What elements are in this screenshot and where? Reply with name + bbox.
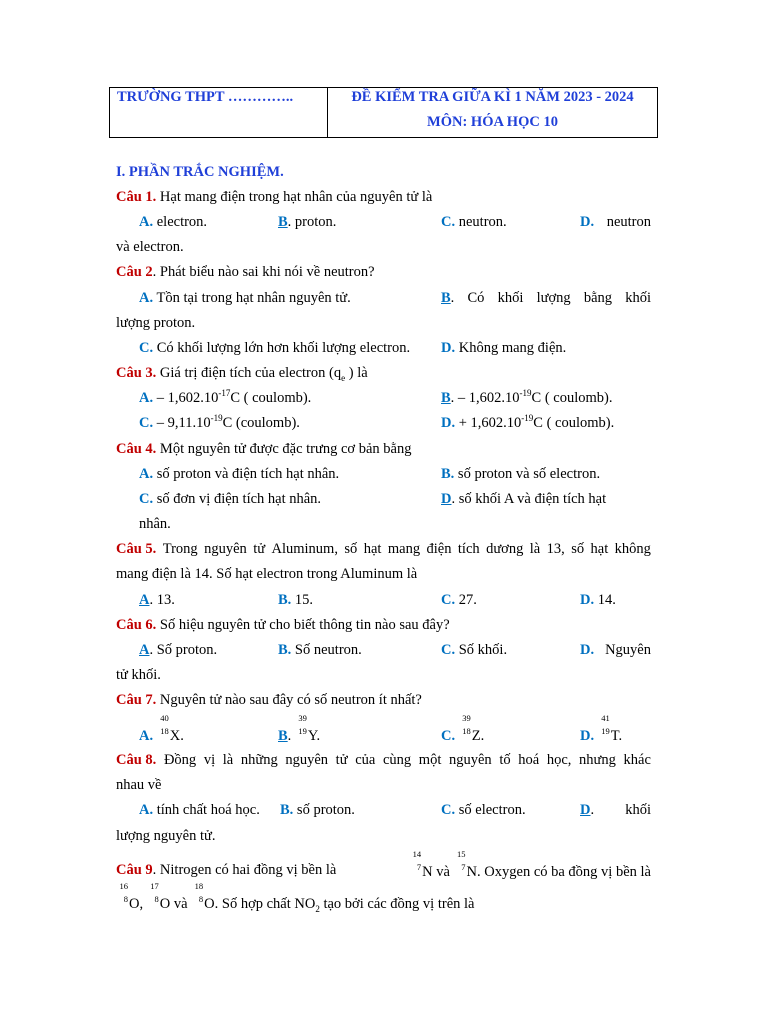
question-4: Câu 4. Một nguyên tử được đặc trưng cơ bản bằng — [116, 441, 412, 457]
question-9: Câu 9. Nitrogen có hai đồng vị bền là 14 7 N và 15 7 N. Oxygen có ba đồng vị bền là — [116, 849, 651, 880]
isotope-notation: 41 19 — [601, 713, 610, 736]
q5-option-a[interactable]: A. 13. — [139, 592, 175, 608]
question-3: Câu 3. Giá trị điện tích của electron ($q_e$ ) là — [116, 365, 368, 383]
q6-option-c[interactable]: C. Số khối. — [441, 642, 508, 658]
question-8-cont: nhau về — [116, 777, 162, 793]
isotope-notation: 40 18 — [160, 713, 169, 736]
q1-option-a[interactable]: A. electron. — [139, 214, 208, 230]
isotope-o17: 17 8 — [150, 881, 159, 904]
q7-option-c[interactable]: C. 39 18 Z. — [441, 713, 485, 744]
isotope-o16: 16 8 — [119, 881, 128, 904]
q4-option-d[interactable]: D. số khối A và điện tích hạt — [441, 491, 607, 507]
q4-option-a[interactable]: A. số proton và điện tích hạt nhân. — [139, 466, 340, 482]
q8-option-d[interactable]: D. khối — [580, 802, 651, 818]
exam-cell — [328, 88, 657, 137]
q6-option-a[interactable]: A. Số proton. — [139, 642, 218, 658]
exam-title: ĐỀ KIỂM TRA GIỮA KÌ 1 NĂM 2023 - 2024 — [351, 89, 634, 105]
q2-option-d[interactable]: D. Không mang điện. — [441, 340, 567, 356]
question-5-cont: mang điện là 14. Số hạt electron trong Aluminum là — [116, 566, 418, 582]
q5-option-d[interactable]: D. 14. — [580, 592, 616, 608]
q7-option-d[interactable]: D. 41 19 T. — [580, 713, 623, 744]
question-9-cont: 16 8 O, 17 8 O và 18 8 O. Số hợp chất $NO_2$ tạo bởi các đồng vị trên là — [116, 894, 474, 913]
question-2: Câu 2. Phát biểu nào sai khi nói về neutron? — [116, 264, 375, 280]
exam-subject: MÔN: HÓA HỌC 10 — [427, 114, 558, 130]
q7-option-a[interactable]: A. 40 18 X. — [139, 713, 184, 744]
q5-option-b[interactable]: B. 15. — [278, 592, 314, 608]
q7-option-b[interactable]: B. 39 19 Y. — [278, 713, 321, 744]
q8-option-b[interactable]: B. số proton. — [280, 802, 355, 818]
q3-option-d[interactable]: D. + $1,602.10^{-19}C$ ( coulomb). — [441, 413, 615, 431]
q8-option-d-cont: lượng nguyên tử. — [116, 828, 216, 844]
isotope-notation: 39 18 — [462, 713, 471, 736]
isotope-n15: 15 7 — [457, 849, 466, 872]
q3-option-a[interactable]: A. – $1,602.10^{-17}C$ ( coulomb). — [139, 388, 312, 406]
q6-option-b[interactable]: B. Số neutron. — [278, 642, 362, 658]
q1-option-d-cont: và electron. — [116, 239, 184, 255]
header-table — [109, 87, 658, 138]
q1-option-b[interactable]: B. proton. — [278, 214, 337, 230]
q3-option-b[interactable]: B. – $1,602.10^{-19}C$ ( coulomb). — [441, 388, 613, 406]
question-8: Câu 8. Đồng vị là những nguyên tử của cùng một nguyên tố hoá học, nhưng khác — [116, 752, 651, 768]
q1-label: Câu 1. — [116, 189, 157, 205]
isotope-o18: 18 8 — [194, 881, 204, 904]
q4-option-b[interactable]: B. số proton và số electron. — [441, 466, 601, 482]
school-name: TRƯỜNG THPT ………….. — [117, 89, 294, 105]
q1-option-d[interactable]: D. neutron — [580, 214, 651, 230]
q2-option-a[interactable]: A. Tồn tại trong hạt nhân nguyên tử. — [139, 290, 351, 306]
q1-option-c[interactable]: C. neutron. — [441, 214, 507, 230]
q1-text: Hạt mang điện trong hạt nhân của nguyên tử là — [156, 189, 433, 205]
q5-option-c[interactable]: C. 27. — [441, 592, 477, 608]
question-1 — [116, 189, 432, 206]
q4-option-c[interactable]: C. số đơn vị điện tích hạt nhân. — [139, 491, 322, 507]
isotope-notation: 39 19 — [298, 713, 307, 736]
q3-option-c[interactable]: C. – $9,11.10^{-19}C$ (coulomb). — [139, 413, 300, 431]
q8-option-c[interactable]: C. số electron. — [441, 802, 526, 818]
question-7: Câu 7. Nguyên tử nào sau đây có số neutron ít nhất? — [116, 692, 422, 708]
q2-option-b-cont: lượng proton. — [116, 315, 196, 331]
q8-option-a[interactable]: A. tính chất hoá học. — [139, 802, 260, 818]
school-cell — [110, 88, 328, 137]
q2-option-b[interactable]: B. Có khối lượng bằng khối — [441, 290, 651, 306]
q6-option-d[interactable]: D. Nguyên — [580, 642, 651, 658]
section-title: I. PHẦN TRẮC NGHIỆM. — [116, 164, 284, 180]
question-6: Câu 6. Số hiệu nguyên tử cho biết thông tin nào sau đây? — [116, 617, 450, 633]
isotope-n14: 14 7 — [412, 849, 422, 872]
q2-option-c[interactable]: C. Có khối lượng lớn hơn khối lượng electron. — [139, 340, 411, 356]
question-5: Câu 5. Trong nguyên tử Aluminum, số hạt mang điện tích dương là 13, số hạt không — [116, 541, 651, 557]
q6-option-d-cont: tử khối. — [116, 667, 161, 683]
q4-option-d-cont: nhân. — [139, 516, 171, 532]
